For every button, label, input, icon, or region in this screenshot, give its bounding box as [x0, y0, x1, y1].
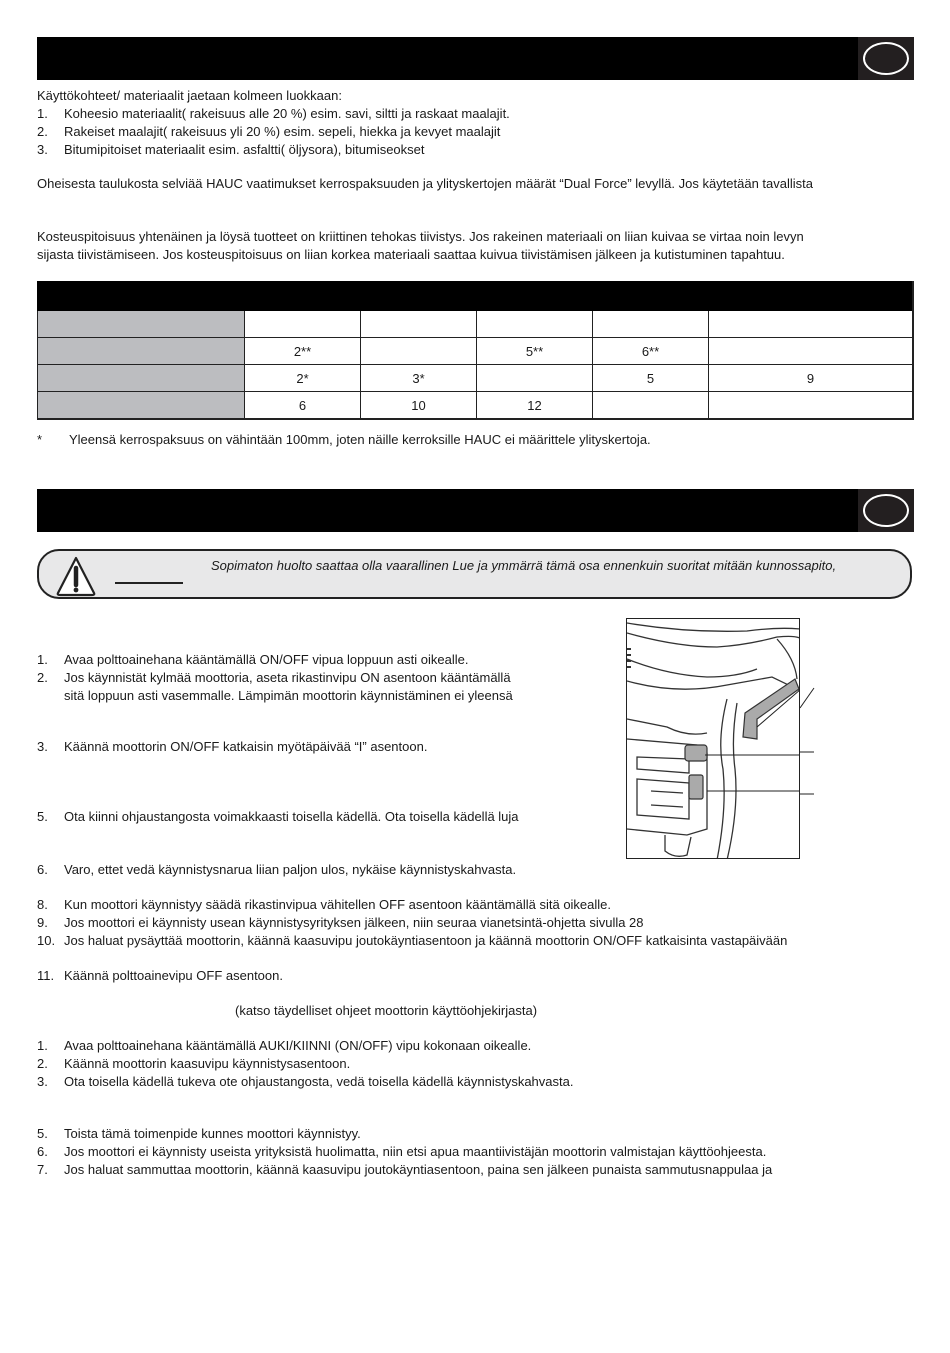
warning-triangle-icon: [55, 555, 97, 597]
table-cell: 10: [361, 392, 477, 420]
list-group: [37, 896, 787, 950]
table-cell: [477, 365, 593, 392]
compaction-table: [37, 281, 914, 420]
circle-icon: [863, 42, 909, 75]
starting-steps-list: [37, 651, 513, 705]
table-cell: 6: [245, 392, 361, 420]
row-label: [38, 338, 245, 365]
table-cell: 3*: [361, 365, 477, 392]
list-item: 3. Ota toisella kädellä tukeva ote ohjaustangosta, vedä toisella kädellä käynnistyskahvasta.: [37, 1074, 574, 1089]
subnote: (katso täydelliset ohjeet moottorin käyttöohjekirjasta): [235, 1003, 538, 1018]
table-row: [38, 338, 914, 365]
category-list: [37, 105, 510, 159]
list-item: 1. Koheesio materiaalit( rakeisuus alle 20 %) esim. savi, siltti ja raskaat maalajit.: [37, 106, 510, 121]
warning-box: [37, 549, 912, 599]
section-header-bar-2: [37, 489, 914, 532]
intro-text: Käyttökohteet/ materiaalit jaetaan kolmeen luokkaan:: [37, 88, 342, 103]
table-header-row: [38, 282, 914, 311]
list-item: 2. Käännä moottorin kaasuvipu käynnistysasentoon.: [37, 1056, 351, 1071]
table-cell: [709, 338, 914, 365]
list-item: 2. Jos käynnistät kylmää moottoria, aseta rikastinvipu ON asentoon kääntämällä: [37, 670, 511, 685]
table-row: [38, 392, 914, 420]
table-cell: 5**: [477, 338, 593, 365]
list-item: 5. Toista tämä toimenpide kunnes moottori käynnistyy.: [37, 1126, 361, 1141]
circle-icon: [863, 494, 909, 527]
table-cell: [245, 311, 361, 338]
list-item: 7. Jos haluat sammuttaa moottorin, käännä kaasuvipu joutokäyntiasentoon, paina sen jälkeen punaista sammutusnappulaa ja: [37, 1162, 773, 1177]
list-item: 3. Käännä moottorin ON/OFF katkaisin myötäpäivää “I” asentoon.: [37, 739, 428, 754]
row-label: [38, 365, 245, 392]
list-group: [37, 1125, 772, 1179]
table-cell: [593, 311, 709, 338]
list-item: 11. Käännä polttoainevipu OFF asentoon.: [37, 968, 283, 983]
engine-illustration-icon: [627, 619, 800, 859]
table-cell: [593, 392, 709, 420]
table-cell: [709, 392, 914, 420]
list-item: 6. Jos moottori ei käynnisty useista yrityksistä huolimatta, niin etsi apua maantiivistäjän moottorin valmistajan käyttöohjeesta.: [37, 1144, 767, 1159]
paragraph: Kosteuspitoisuus yhtenäinen ja löysä tuotteet on kriittinen tehokas tiivistys. Jos rakeinen materiaali on liian kuivaa se virtaa noin levyn: [37, 229, 804, 244]
table-cell: [477, 311, 593, 338]
list-item: 2. Rakeiset maalajit( rakeisuus yli 20 %) esim. sepeli, hiekka ja kevyet maalajit: [37, 124, 501, 139]
table-row: [38, 311, 914, 338]
list-item: 8. Kun moottori käynnistyy säädä rikastinvipua vähitellen OFF asentoon kääntämällä sitä oikealle.: [37, 897, 612, 912]
table-cell: 12: [477, 392, 593, 420]
table-header-cell: [38, 282, 245, 311]
list-item: 9. Jos moottori ei käynnisty usean käynnistysyrityksen jälkeen, niin seuraa vianetsintä-ohjetta sivulla 28: [37, 915, 644, 930]
table-header-cell: [245, 282, 914, 311]
list-item: 5. Ota kiinni ohjaustangosta voimakkaasti toisella kädellä. Ota toisella kädellä luja: [37, 809, 519, 824]
footnote-mark: *: [37, 432, 43, 447]
section-badge: [858, 37, 914, 80]
table-cell: 6**: [593, 338, 709, 365]
list-item: 1. Avaa polttoainehana kääntämällä ON/OFF vipua loppuun asti oikealle.: [37, 652, 469, 667]
list-item: 10. Jos haluat pysäyttää moottorin, käännä kaasuvipu joutokäyntiasentoon ja käännä moottorin ON/OFF katkaisinta vastapäivään: [37, 933, 788, 948]
alt-starting-steps-list: [37, 1037, 573, 1091]
callout-lines: [800, 680, 820, 800]
list-item: 6. Varo, ettet vedä käynnistysnarua liian paljon ulos, nykäise käynnistyskahvasta.: [37, 862, 517, 877]
section-header-bar-1: [37, 37, 914, 80]
paragraph: sijasta tiivistämiseen. Jos kosteuspitoisuus on liian korkea materiaali saattaa kuivua tiivistämisen jälkeen ja kutistuminen tapahtuu.: [37, 247, 785, 262]
table-cell: [709, 311, 914, 338]
section-badge: [858, 489, 914, 532]
row-label: [38, 392, 245, 420]
table-cell: 9: [709, 365, 914, 392]
table-cell: [361, 338, 477, 365]
footnote: * Yleensä kerrospaksuus on vähintään 100mm, joten näille kerroksille HAUC ei määrittele ylityskertoja.: [37, 432, 651, 447]
list-item: 1. Avaa polttoainehana kääntämällä AUKI/KIINNI (ON/OFF) vipu kokonaan oikealle.: [37, 1038, 532, 1053]
divider: [115, 582, 183, 584]
list-item-continuation: sitä loppuun asti vasemmalle. Lämpimän moottorin käynnistäminen ei yleensä: [64, 688, 513, 703]
table-cell: 5: [593, 365, 709, 392]
engine-controls-illustration: [626, 618, 800, 859]
paragraph: Oheisesta taulukosta selviää HAUC vaatimukset kerrospaksuuden ja ylityskertojen määrät “Dual Force” levyllä. Jos käytetään tavallista: [37, 176, 814, 191]
table-cell: 2**: [245, 338, 361, 365]
table-cell: 2*: [245, 365, 361, 392]
list-item: 3. Bitumipitoiset materiaalit esim. asfaltti( öljysora), bitumiseokset: [37, 142, 425, 157]
warning-text: Sopimaton huolto saattaa olla vaarallinen Lue ja ymmärrä tämä osa ennenkuin suoritat mitään kunnossapito,: [211, 558, 837, 573]
table-cell: [361, 311, 477, 338]
table-row: [38, 365, 914, 392]
row-label: [38, 311, 245, 338]
